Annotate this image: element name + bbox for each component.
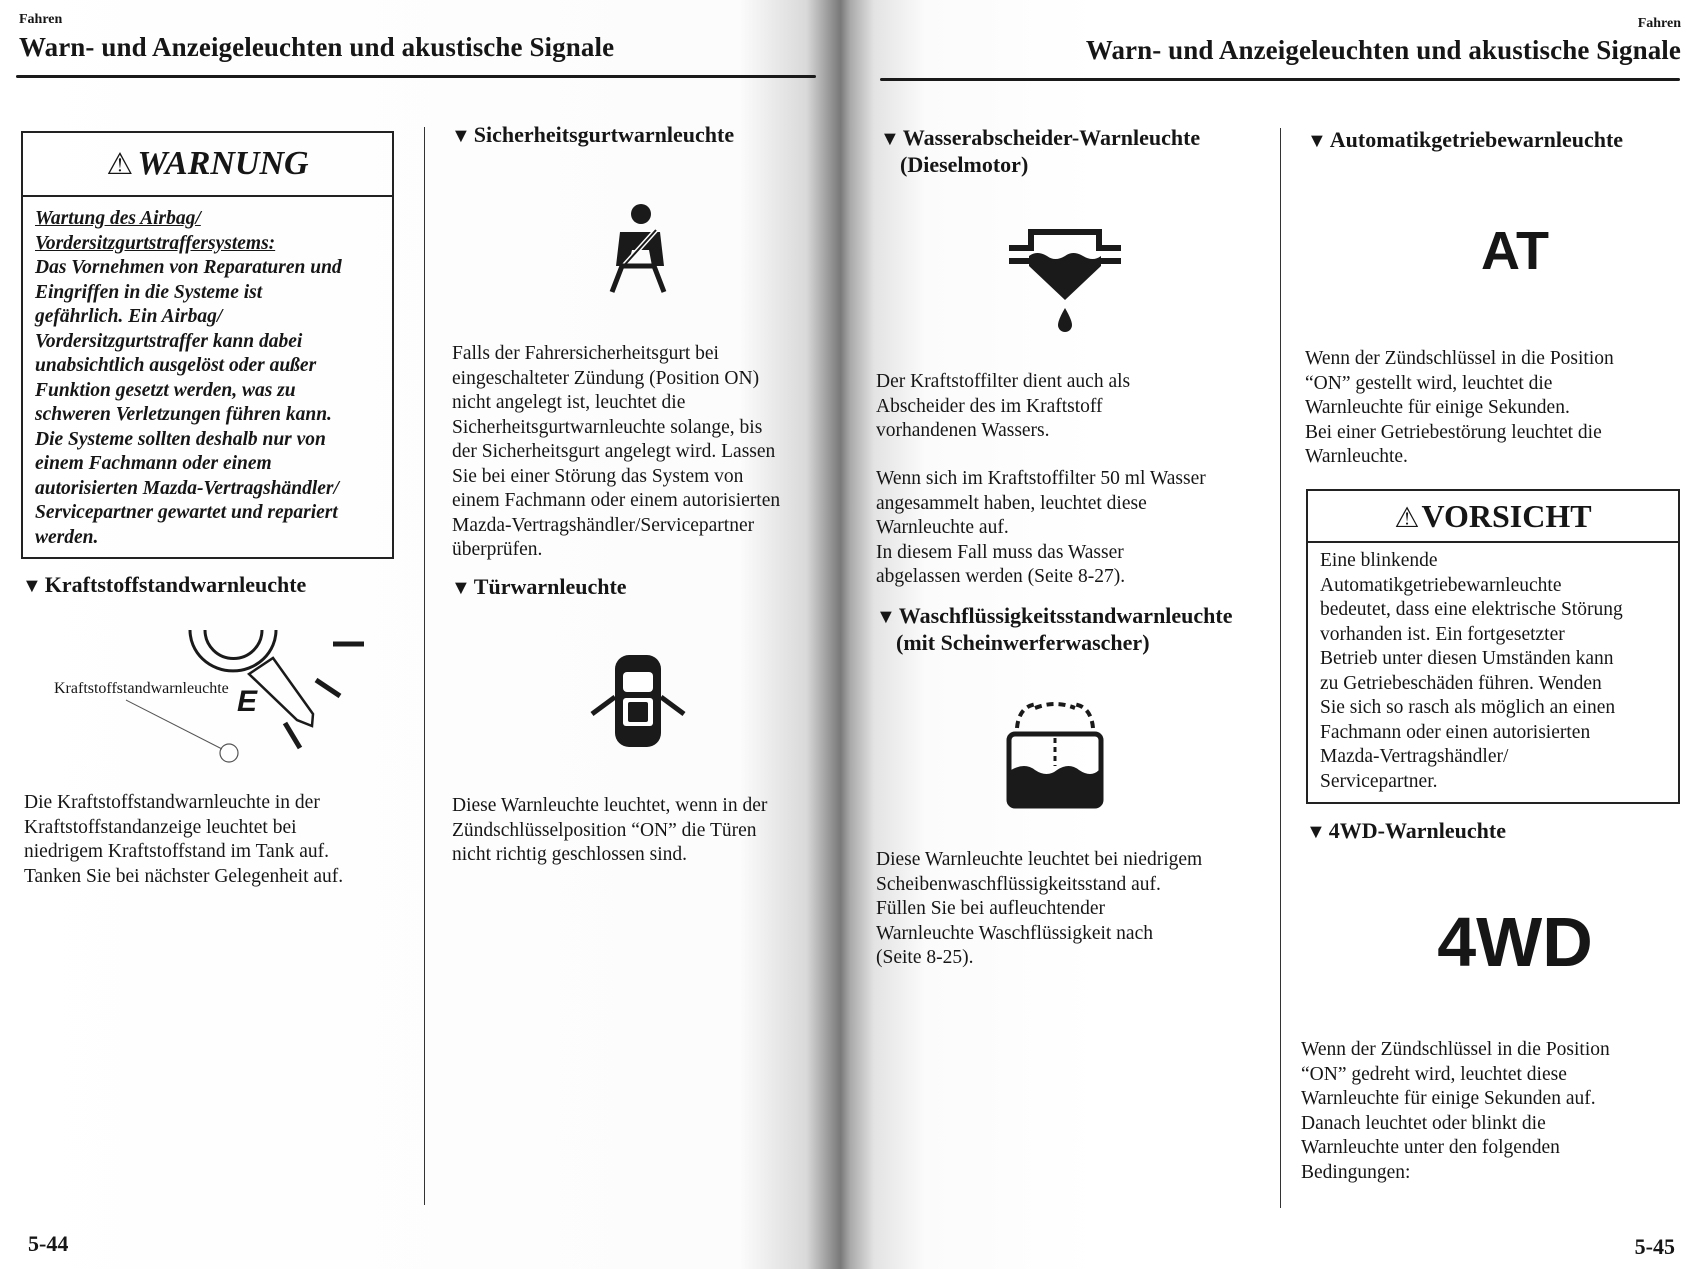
at-symbol: AT xyxy=(1481,221,1549,281)
water-text-1 xyxy=(876,370,1256,444)
title-rule xyxy=(16,75,816,78)
text-line: eingeschalteter Zündung (Position ON) xyxy=(452,367,760,389)
water-heading-text: (Dieselmotor) xyxy=(900,152,1029,177)
text-line: “ON” gestellt wird, leuchtet die xyxy=(1305,372,1553,394)
right-page xyxy=(840,0,1693,1269)
text-line: Warnleuchte. xyxy=(1305,446,1408,467)
section-marker-icon: ▼ xyxy=(22,575,42,597)
page-number: 5-44 xyxy=(28,1231,69,1256)
fuel-text xyxy=(24,791,404,889)
text-line: Bedingungen: xyxy=(1301,1161,1411,1183)
seatbelt-icon xyxy=(598,200,678,295)
washer-text xyxy=(876,848,1266,971)
text-line: In diesem Fall muss das Wasser xyxy=(876,541,1124,563)
text-line: Zündschlüsselposition “ON” die Türen xyxy=(452,819,757,841)
text-line: einem Fachmann oder einem autorisierten xyxy=(452,490,781,511)
text-line: Scheibenwaschflüssigkeitsstand auf. xyxy=(876,873,1161,895)
text-line: der Sicherheitsgurt angelegt wird. Lassen xyxy=(452,441,776,462)
text-line: abgelassen werden (Seite 8-27). xyxy=(876,566,1126,587)
text-line: Tanken Sie bei nächster Gelegenheit auf. xyxy=(24,865,344,887)
warning-line: unabsichtlich ausgelöst oder außer xyxy=(35,355,317,376)
text-line: niedrigem Kraftstoffstand im Tank auf. xyxy=(24,841,329,862)
column-divider xyxy=(424,127,425,1205)
text-line: Füllen Sie bei aufleuchtender xyxy=(876,898,1106,919)
text-line: vorhandenen Wassers. xyxy=(876,420,1050,441)
section-marker-icon: ▼ xyxy=(876,606,896,628)
text-line: Mazda-Vertragshändler/Servicepartner xyxy=(452,514,755,536)
warning-heading: WARNUNG xyxy=(137,145,309,182)
text-line: Warnleuchte Waschflüssigkeit nach xyxy=(876,922,1153,944)
water-separator-icon xyxy=(1005,228,1125,336)
washer-heading-text: Waschflüssigkeitsstandwarnleuchte xyxy=(898,603,1233,628)
section-marker-icon: ▼ xyxy=(880,128,900,150)
section-marker-icon: ▼ xyxy=(1307,130,1327,152)
text-line: Sicherheitsgurtwarnleuchte solange, bis xyxy=(452,416,763,438)
caution-box xyxy=(1306,489,1680,804)
text-line: Falls der Fahrersicherheitsgurt bei xyxy=(452,343,719,364)
left-page xyxy=(0,0,840,1269)
warning-triangle-icon: ⚠ xyxy=(1394,503,1420,534)
warning-line: Das Vornehmen von Reparaturen und xyxy=(35,257,342,278)
fuel-heading-text: Kraftstoffstandwarnleuchte xyxy=(44,572,307,597)
text-line: Sie bei einer Störung das System von xyxy=(452,465,744,487)
warning-subheading: Wartung des Airbag/ xyxy=(35,208,201,229)
text-line: Wenn der Zündschlüssel in die Position xyxy=(1301,1039,1610,1060)
text-line: Warnleuchte unter den folgenden xyxy=(1301,1137,1560,1158)
text-line: Die Kraftstoffstandwarnleuchte in der xyxy=(24,792,320,813)
at-section-heading xyxy=(1307,127,1623,154)
warning-line: schweren Verletzungen führen kann. xyxy=(35,404,332,425)
page-title: Warn- und Anzeigeleuchten und akustische Signale xyxy=(1085,35,1681,65)
text-line: Warnleuchte für einige Sekunden auf. xyxy=(1301,1088,1596,1109)
seatbelt-text xyxy=(452,342,840,563)
water-section-heading xyxy=(880,125,1200,178)
warning-line: einem Fachmann oder einem xyxy=(35,453,272,474)
text-line: bedeutet, dass eine elektrische Störung xyxy=(1320,599,1623,620)
column-divider xyxy=(1280,128,1281,1208)
warning-line: gefährlich. Ein Airbag/ xyxy=(35,306,223,327)
washer-heading-text: (mit Scheinwerferwascher) xyxy=(896,630,1150,655)
text-line: Abscheider des im Kraftstoff xyxy=(876,395,1103,417)
text-line: Warnleuchte für einige Sekunden. xyxy=(1305,397,1570,418)
caution-heading: VORSICHT xyxy=(1421,498,1592,534)
caution-box-header xyxy=(1308,491,1678,543)
text-line: Kraftstoffstandanzeige leuchtet bei xyxy=(24,816,297,838)
text-line: (Seite 8-25). xyxy=(876,947,974,968)
warning-line: Die Systeme sollten deshalb nur von xyxy=(35,428,326,450)
at-heading-text: Automatikgetriebewarnleuchte xyxy=(1329,127,1624,152)
water-text-2 xyxy=(876,467,1256,590)
fwd-symbol: 4WD xyxy=(1437,903,1593,981)
text-line: Bei einer Getriebestörung leuchtet die xyxy=(1305,421,1602,443)
text-line: Der Kraftstoffilter dient auch als xyxy=(876,371,1131,392)
warning-box xyxy=(21,131,394,559)
door-text xyxy=(452,794,840,868)
text-line: Fachmann oder einen autorisierten xyxy=(1320,721,1591,743)
text-line: Warnleuchte auf. xyxy=(876,517,1009,538)
section-marker-icon: ▼ xyxy=(1306,821,1326,843)
text-line: angesammelt haben, leuchtet diese xyxy=(876,492,1147,514)
at-text xyxy=(1305,347,1685,470)
text-line: nicht richtig geschlossen sind. xyxy=(452,844,688,865)
door-heading-text: Türwarnleuchte xyxy=(473,574,627,599)
fuel-gauge-letter: E xyxy=(237,685,258,718)
warning-line: Funktion gesetzt werden, was zu xyxy=(35,379,296,401)
water-heading-text: Wasserabscheider-Warnleuchte xyxy=(902,125,1201,150)
text-line: Wenn sich im Kraftstoffilter 50 ml Wasser xyxy=(876,468,1206,489)
section-marker-icon: ▼ xyxy=(451,125,471,147)
fwd-heading-text: 4WD-Warnleuchte xyxy=(1328,818,1506,843)
text-line: Mazda-Vertragshändler/ xyxy=(1320,746,1509,767)
text-line: “ON” gedreht wird, leuchtet diese xyxy=(1301,1063,1567,1085)
text-line: vorhanden ist. Ein fortgesetzter xyxy=(1320,623,1565,645)
page-title: Warn- und Anzeigeleuchten und akustische Signale xyxy=(19,32,615,62)
text-line: Danach leuchtet oder blinkt die xyxy=(1301,1112,1546,1134)
text-line: zu Getriebeschäden führen. Wenden xyxy=(1320,672,1602,694)
warning-box-header xyxy=(23,133,392,197)
warning-subheading: Vordersitzgurtstraffersystems: xyxy=(35,232,276,254)
warning-triangle-icon: ⚠ xyxy=(106,148,134,181)
title-rule xyxy=(880,78,1680,81)
text-line: Sie sich so rasch als möglich an einen xyxy=(1320,697,1616,718)
warning-line: werden. xyxy=(35,526,99,548)
warning-line: Eingriffen in die Systeme ist xyxy=(35,281,263,303)
text-line: nicht angelegt ist, leuchtet die xyxy=(452,392,686,413)
door-section-heading xyxy=(451,574,627,601)
fuel-callout-label: Kraftstoffstandwarnleuchte xyxy=(54,680,229,697)
section-marker-icon: ▼ xyxy=(451,577,471,599)
page-number: 5-45 xyxy=(1634,1234,1675,1259)
text-line: Betrieb unter diesen Umständen kann xyxy=(1320,648,1614,669)
car-door-open-icon xyxy=(588,652,688,752)
warning-line: Servicepartner gewartet und repariert xyxy=(35,502,338,523)
caution-text xyxy=(1308,543,1678,794)
text-line: Automatikgetriebewarnleuchte xyxy=(1320,574,1562,596)
washer-fluid-icon xyxy=(1005,700,1105,810)
running-head: Fahren xyxy=(1637,16,1681,31)
text-line: Wenn der Zündschlüssel in die Position xyxy=(1305,348,1614,369)
fwd-text xyxy=(1301,1038,1681,1185)
text-line: Diese Warnleuchte leuchtet bei niedrigem xyxy=(876,849,1203,870)
seatbelt-heading-text: Sicherheitsgurtwarnleuchte xyxy=(473,122,735,147)
fuel-section-heading xyxy=(22,572,306,599)
text-line: Diese Warnleuchte leuchtet, wenn in der xyxy=(452,795,768,816)
washer-section-heading xyxy=(876,603,1233,656)
text-line: Eine blinkende xyxy=(1320,550,1438,571)
text-line: Servicepartner. xyxy=(1320,770,1438,792)
warning-line: autorisierten Mazda-Vertragshändler/ xyxy=(35,477,339,499)
running-head: Fahren xyxy=(19,12,63,27)
fwd-section-heading xyxy=(1306,818,1506,845)
text-line: überprüfen. xyxy=(452,539,543,560)
warning-line: Vordersitzgurtstraffer kann dabei xyxy=(35,330,303,352)
seatbelt-section-heading xyxy=(451,122,734,149)
